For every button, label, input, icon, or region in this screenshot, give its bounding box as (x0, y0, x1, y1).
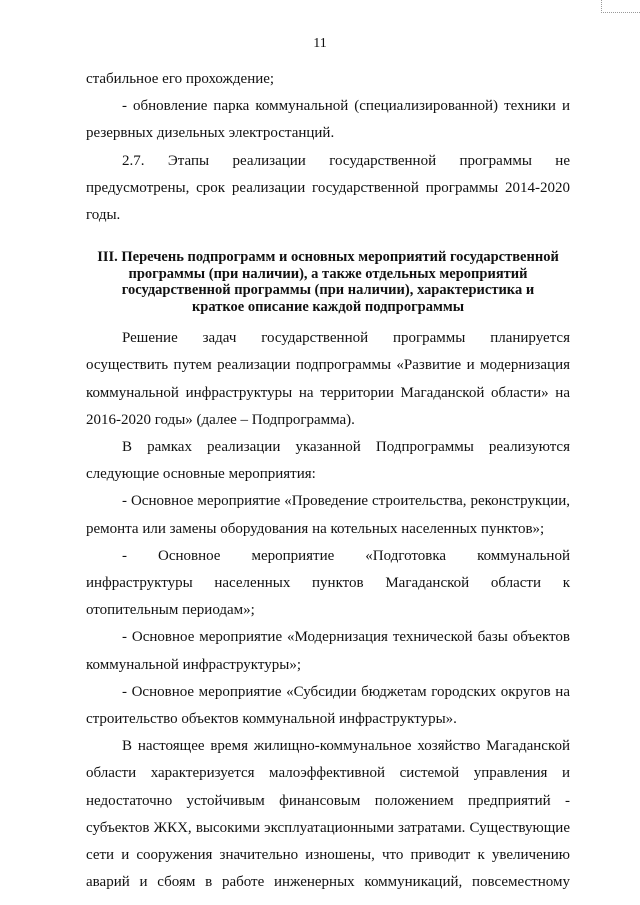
page-number: 11 (313, 36, 327, 51)
section-heading-line: краткое описание каждой подпрограммы (191, 298, 465, 315)
paragraph-measures-lead: В рамках реализации указанной Подпрограммы реализуются следующие основные мероприятия: (86, 439, 570, 483)
document-body (86, 66, 570, 896)
section-heading-line: III. Перечень подпрограмм и основных мероприятий государственной (97, 249, 559, 266)
paragraph-measure-item: - Основное мероприятие «Проведение строительства, реконструкции, ремонта или замены оборудования на котельных населенных пунктов»; (86, 493, 570, 537)
paragraph-current-state: В настоящее время жилищно-коммунальное хозяйство Магаданской области характеризуется малоэффективной системой управления и недостаточно устойчивым финансовым положением предприятий - субъектов ЖКХ, высокими эксплуатационными затратами. Существующие сети и сооружения значительно изношены, что приводит к увеличению аварий и сбоям в работе инженерных коммуникаций, повсеместному (86, 738, 570, 891)
paragraph-list-item: - обновление парка коммунальной (специализированной) техники и резервных дизельных электростанций. (86, 98, 570, 142)
paragraph-intro: Решение задач государственной программы планируется осуществить путем реализации подпрограммы «Развитие и модернизация коммунальной инфраструктуры на территории Магаданской области» на 2016-2020 годы» (далее – Подпрограмма). (86, 330, 570, 428)
section-heading-line: государственной программы (при наличии), характеристика и (121, 282, 535, 299)
paragraph-measure-item: - Основное мероприятие «Модернизация технической базы объектов коммунальной инфраструктуры»; (86, 629, 570, 673)
paragraph-stages: 2.7. Этапы реализации государственной программы не предусмотрены, срок реализации государственной программы 2014-2020 годы. (86, 152, 570, 224)
section-heading (86, 249, 570, 315)
paragraph-continuation: стабильное его прохождение; (86, 71, 275, 87)
section-heading-line: программы (при наличии), а также отдельных мероприятий (128, 265, 528, 282)
paragraph-measure-item: - Основное мероприятие «Подготовка коммунальной инфраструктуры населенных пунктов Магаданской области к отопительным периодам»; (86, 547, 570, 619)
paragraph-measure-item: - Основное мероприятие «Субсидии бюджетам городских округов на строительство объектов коммунальной инфраструктуры». (86, 683, 570, 728)
scan-corner-mark (601, 0, 640, 13)
